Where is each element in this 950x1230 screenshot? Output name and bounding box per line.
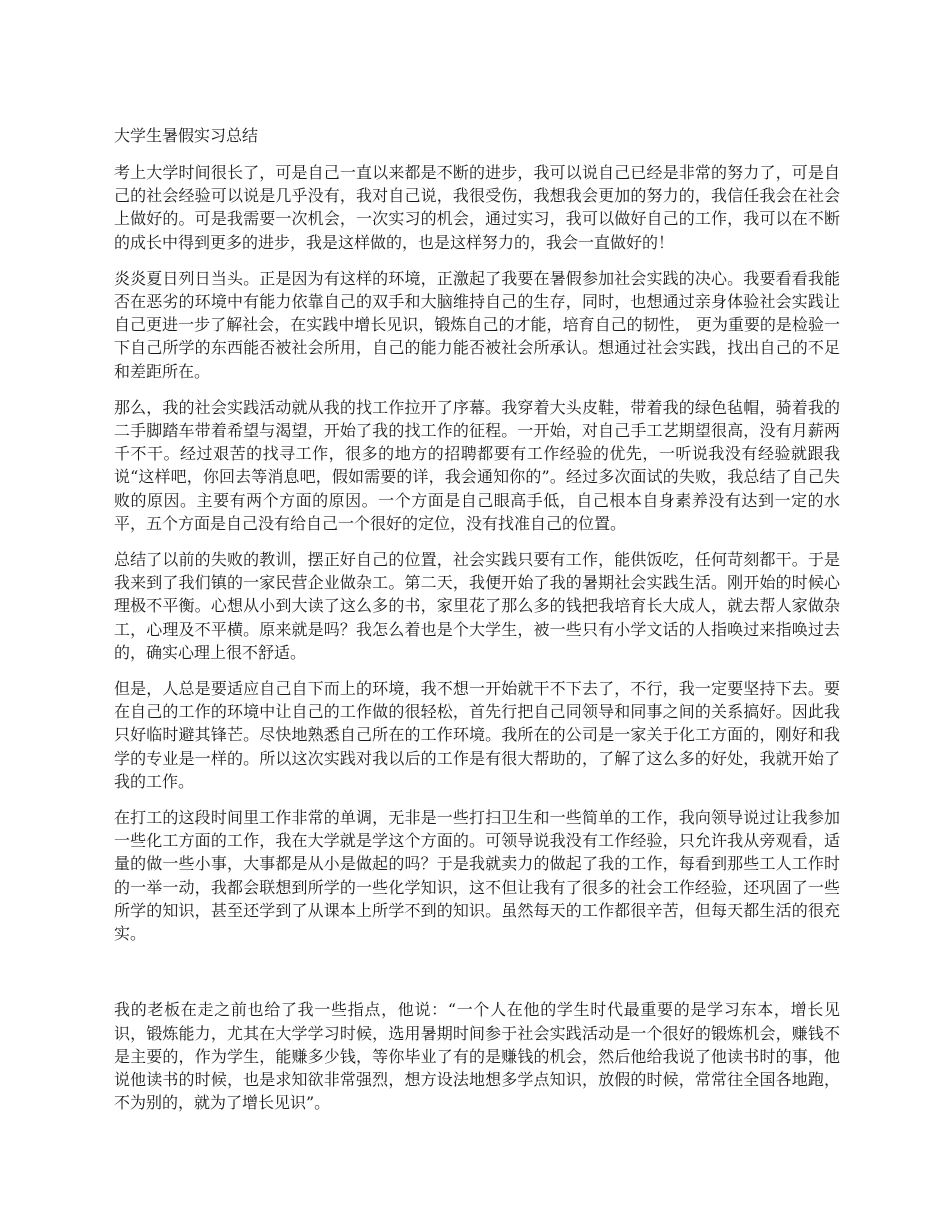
paragraph-1: 考上大学时间很长了，可是自己一直以来都是不断的进步，我可以说自己已经是非常的努力了，可是自己的社会经验可以说是几乎没有，我对自己说，我很受伤，我想我会更加的努力的，我信任我会在社会上做好的。可是我需要一次机会，一次实习的机会，通过实习，我可以做好自己的工作，我可以在不断的成长中得到更多的进步，我是这样做的，也是这样努力的，我会一直做好的！ [114, 163, 840, 252]
paragraph-3: 那么，我的社会实践活动就从我的找工作拉开了序幕。我穿着大头皮鞋，带着我的绿色毡帽，骑着我的二手脚踏车带着希望与渴望，开始了我的找工作的征程。一开始，对自己手工艺期望很高，没有月薪两千不干。经过艰苦的找寻工作，很多的地方的招聘都要有工作经验的优先，一听说我没有经验就跟我说“这样吧，你回去等消息吧，假如需要的详，我会通知你的”。经过多次面试的失败，我总结了自己失败的原因。主要有两个方面的原因。一个方面是自己眼高手低，自己根本自身素养没有达到一定的水平，五个方面是自己没有给自己一个很好的定位，没有找准自己的位置。 [114, 397, 840, 533]
paragraph-5: 但是，人总是要适应自己自下而上的环境，我不想一开始就干不下去了，不行，我一定要坚持下去。要在自己的工作的环境中让自己的工作做的很轻松，首先行把自己同领导和同事之间的关系搞好。因此我只好临时避其锋芒。尽快地熟悉自己所在的工作环境。我所在的公司是一家关于化工方面的，刚好和我学的专业是一样的。所以这次实践对我以后的工作是有很大帮助的，了解了这么多的好处，我就开始了我的工作。 [114, 679, 840, 791]
blank-line [114, 958, 840, 998]
document-title: 大学生暑假实习总结 [114, 126, 259, 145]
paragraph-4: 总结了以前的失败的教训，摆正好自己的位置，社会实践只要有工作，能供饭吃，任何苛刻都干。于是我来到了我们镇的一家民营企业做杂工。第二天，我便开始了我的暑期社会实践生活。刚开始的时候心理极不平衡。心想从小到大读了这么多的书，家里花了那么多的钱把我培育长大成人，就去帮人家做杂工，心理及不平横。原来就是吗？我怎么着也是个大学生，被一些只有小学文话的人指唤过来指唤过去的，确实心理上很不舒适。 [114, 550, 840, 662]
document-page [114, 125, 840, 1127]
paragraph-7: 我的老板在走之前也给了我一些指点，他说：“一个人在他的学生时代最重要的是学习东本，增长见识，锻炼能力，尤其在大学学习时候，选用暑期时间参于社会实践活动是一个很好的锻炼机会，赚钱不是主要的，作为学生，能赚多少钱，等你毕业了有的是赚钱的机会，然后他给我说了他读书时的事，他说他读书的时候，也是求知欲非常强烈，想方设法地想多学点知识，放假的时候，常常往全国各地跑，不为别的，就为了增长见识”。 [114, 1000, 840, 1113]
paragraph-6: 在打工的这段时间里工作非常的单调，无非是一些打扫卫生和一些简单的工作，我向领导说过让我参加一些化工方面的工作，我在大学就是学这个方面的。可领导说我没有工作经验，只允许我从旁观看，适量的做一些小事，大事都是从小是做起的吗？于是我就卖力的做起了我的工作，每看到那些工人工作时的一举一动，我都会联想到所学的一些化学知识，这不但让我有了很多的社会工作经验，还巩固了一些所学的知识，甚至还学到了从课本上所学不到的知识。虽然每天的工作都很辛苦，但每天都生活的很充实。 [114, 808, 840, 944]
paragraph-2: 炎炎夏日列日当头。正是因为有这样的环境，正激起了我要在暑假参加社会实践的决心。我要看看我能否在恶劣的环境中有能力依靠自己的双手和大脑维持自己的生存，同时，也想通过亲身体验社会实践让自己更进一步了解社会，在实践中增长见识，锻炼自己的才能，培育自己的韧性， 更为重要的是检验一下自己所学的东西能否被社会所用，自己的能力能否被社会所承认。想通过社会实践，找出自己的不足和差距所在。 [114, 268, 840, 381]
